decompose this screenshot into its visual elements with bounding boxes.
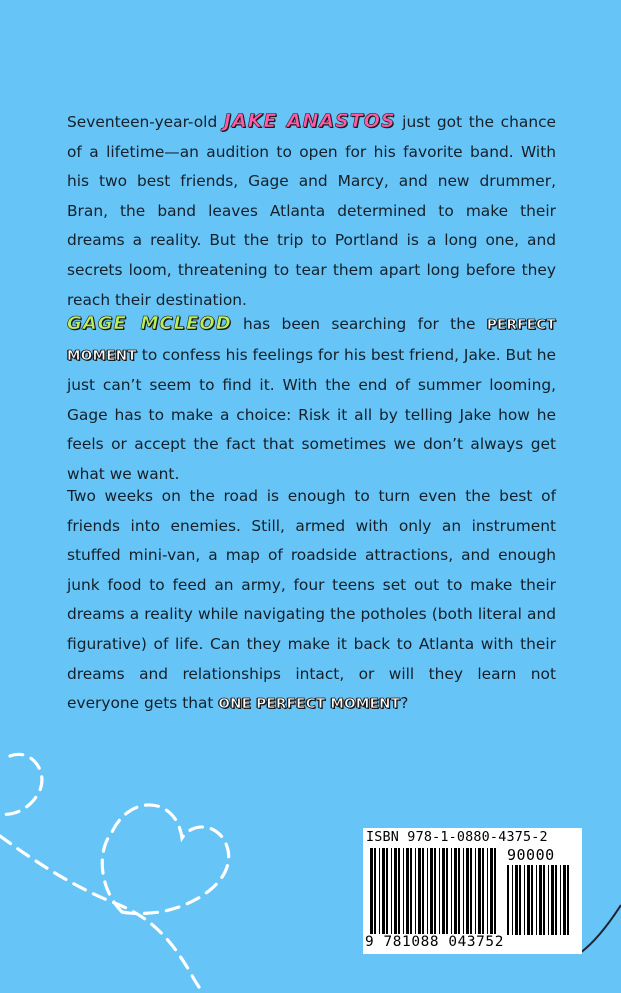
barcode-bar — [536, 865, 537, 935]
barcode-bar — [490, 848, 493, 934]
p3-text-before: Two weeks on the road is enough to turn even the best of friends into enemies. Still, armed with only an instrument stuffed mini-van, a map of roadside attractions, and enough junk food to feed an army, four teens set out to make their dreams a reality while navigating the potholes (both literal and figurative) of life. Can they make it back to Atlanta with their dreams and relationships intact, or will they learn not everyone gets that — [67, 487, 556, 713]
barcode-bar — [370, 848, 373, 934]
dashed-heart-line-icon — [0, 740, 260, 993]
barcode-bar — [512, 865, 513, 935]
barcode-bar — [418, 848, 421, 934]
barcode-bar — [386, 848, 388, 934]
barcode-bar — [439, 848, 440, 934]
one-perfect-moment-label: ONE PERFECT MOMENT — [218, 696, 401, 713]
barcode-bar — [446, 848, 448, 934]
p2-text-middle: has been searching for the — [231, 315, 487, 333]
barcode-bar — [539, 865, 542, 935]
barcode-bar — [398, 848, 400, 934]
barcode-bar — [415, 848, 416, 934]
barcode-bar — [524, 865, 525, 935]
barcode-bar — [478, 848, 481, 934]
perfect-moment-label: PERFECT MOMENT — [67, 317, 556, 364]
barcode-bar — [379, 848, 380, 934]
isbn-barcode — [363, 828, 582, 954]
barcode-bar — [515, 865, 518, 935]
barcode-bar — [548, 865, 549, 935]
barcode-bar — [406, 848, 409, 934]
barcode-bar — [427, 848, 428, 934]
barcode-bar — [519, 865, 521, 935]
barcode-bar — [531, 865, 533, 935]
barcode-number: 9 781088 043752 — [365, 934, 504, 950]
barcode-bar — [403, 848, 404, 934]
barcode-bar — [555, 865, 557, 935]
barcode-bar — [560, 865, 561, 935]
barcode-bar — [422, 848, 424, 934]
barcode-bar — [466, 848, 469, 934]
barcode-bar — [487, 848, 488, 934]
p1-text-before: Seventeen-year-old — [67, 113, 224, 131]
barcode-bar — [410, 848, 412, 934]
barcode-bar — [551, 865, 554, 935]
blurb-paragraph-3 — [67, 482, 556, 720]
isbn-label: ISBN 978-1-0880-4375-2 — [366, 830, 548, 845]
barcode-bar — [451, 848, 452, 934]
barcode-bar — [507, 865, 509, 935]
barcode-bar — [442, 848, 445, 934]
blurb-paragraph-2 — [67, 309, 556, 490]
barcode-bar — [470, 848, 472, 934]
barcode-bar — [454, 848, 457, 934]
p1-text-after: just got the chance of a lifetime—an audition to open for his favorite band. With his two best friends, Gage and Marcy, and new drummer, Bran, the band leaves Atlanta determined to make their dreams a reality. But the trip to Portland is a long one, and secrets loom, threatening to tear them apart long before they reach their destination. — [67, 113, 557, 309]
jake-name: JAKE ANASTOS — [223, 110, 396, 132]
gage-name: GAGE MCLEOD — [67, 313, 232, 334]
barcode-bar — [430, 848, 433, 934]
barcode-bar — [374, 848, 376, 934]
barcode-bar — [563, 865, 566, 935]
barcode-bars-icon — [370, 848, 500, 940]
barcode-bar — [463, 848, 464, 934]
p3-text-after: ? — [400, 694, 409, 713]
barcode-bar — [567, 865, 569, 935]
price-code: 90000 — [507, 846, 555, 864]
barcode-bar — [394, 848, 397, 934]
barcode-bar — [458, 848, 460, 934]
p2-text-after: to confess his feelings for his best friend, Jake. But he just can’t seem to find it. With the end of summer looming, Gage has to make a choice: Risk it all by telling Jake how he feels or accept the fact that sometimes we don’t always get what we want. — [67, 345, 556, 483]
addon-barcode-bars-icon — [507, 865, 573, 940]
barcode-bar — [543, 865, 545, 935]
barcode-bar — [391, 848, 392, 934]
barcode-bar — [475, 848, 476, 934]
barcode-bar — [527, 865, 530, 935]
barcode-bar — [482, 848, 484, 934]
barcode-bar — [494, 848, 496, 934]
blurb-paragraph-1 — [67, 107, 556, 315]
barcode-bar — [382, 848, 385, 934]
barcode-bar — [434, 848, 436, 934]
